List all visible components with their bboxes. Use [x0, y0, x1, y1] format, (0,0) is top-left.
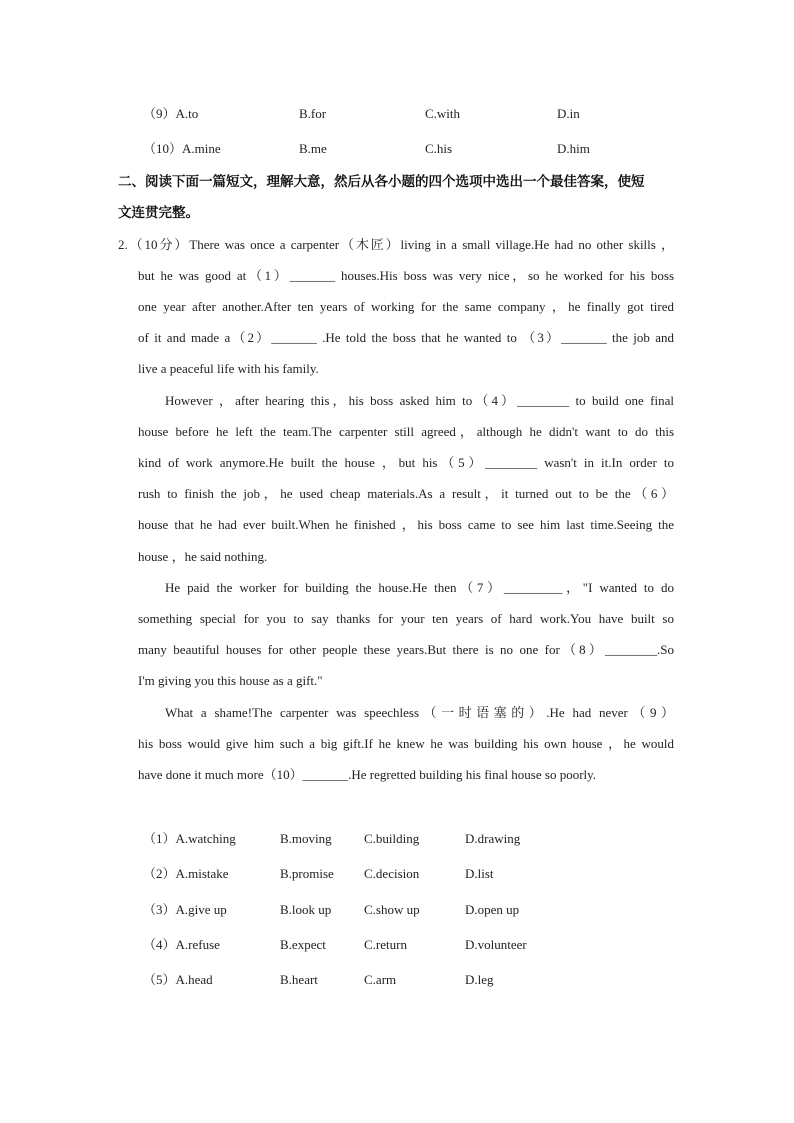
prev-option-row-10 [0, 139, 794, 159]
option-row-1 [0, 829, 794, 849]
option-a: （3）A.give up [143, 902, 227, 917]
passage-line: I'm giving you this house as a gift." [138, 673, 323, 688]
option-b: B.me [299, 141, 327, 156]
option-a: （4）A.refuse [143, 937, 220, 952]
section-heading-line-2: 文连贯完整。 [118, 205, 199, 221]
passage-line: house before he left the team.The carpenter still agreed，although he didn't want to do this [138, 424, 674, 439]
option-b: B.promise [280, 866, 334, 881]
option-d: D.in [557, 106, 580, 121]
option-a: （2）A.mistake [143, 866, 229, 881]
passage-line: rush to finish the job，he used cheap materials.As a result，it turned out to be the（6） [138, 486, 674, 501]
option-d: D.volunteer [465, 937, 527, 952]
option-c: C.decision [364, 866, 420, 881]
passage-line: have done it much more（10）_______.He regretted building his final house so poorly. [138, 767, 597, 782]
option-c: C.return [364, 937, 407, 952]
passage-line: but he was good at（1）_______ houses.His boss was very nice，so he worked for his boss [138, 268, 674, 283]
option-a: （1）A.watching [143, 831, 236, 846]
option-d: D.him [557, 141, 590, 156]
option-row-3 [0, 900, 794, 920]
option-c: C.arm [364, 972, 397, 987]
option-d: D.list [465, 866, 494, 881]
passage-line: house ，he said nothing. [138, 549, 268, 564]
option-row-2 [0, 864, 794, 884]
passage-line: kind of work anymore.He built the house ，but his（5）________ wasn't in it.In order to [138, 455, 674, 470]
passage-line: of it and made a（2）_______ .He told the boss that he wanted to （3）_______ the job and [138, 330, 674, 345]
passage-line: his boss would give him such a big gift.If he knew he was building his own house ，he would [138, 736, 674, 751]
passage-line: However ，after hearing this，his boss asked him to（4）________ to build one final [165, 393, 674, 408]
option-c: C.building [364, 831, 420, 846]
passage-line: many beautiful houses for other people these years.But there is no one for（8）________.So [138, 642, 674, 657]
passage-line: 2.（10分）There was once a carpenter（木匠）living in a small village.He had no other skills ， [118, 237, 674, 252]
option-d: D.leg [465, 972, 494, 987]
option-d: D.open up [465, 902, 520, 917]
prev-option-row-9 [0, 104, 794, 124]
option-a: （5）A.head [143, 972, 213, 987]
passage-line: What a shame!The carpenter was speechless（一时语塞的）.He had never（9） [165, 705, 674, 720]
option-a: （10）A.mine [143, 141, 221, 156]
option-b: B.moving [280, 831, 332, 846]
passage-line: house that he had ever built.When he finished ，his boss came to see him last time.Seeing the [138, 517, 674, 532]
option-b: B.heart [280, 972, 318, 987]
option-row-4 [0, 935, 794, 955]
option-row-5 [0, 970, 794, 990]
passage-line: live a peaceful life with his family. [138, 361, 319, 376]
passage-line: something special for you to say thanks for your ten years of hard work.You have built so [138, 611, 674, 626]
option-c: C.his [425, 141, 453, 156]
option-c: C.show up [364, 902, 420, 917]
passage-line: He paid the worker for building the house.He then（7）_________，"I wanted to do [165, 580, 674, 595]
option-d: D.drawing [465, 831, 521, 846]
option-b: B.look up [280, 902, 332, 917]
passage-line: one year after another.After ten years of working for the same company ，he finally got tired [138, 299, 674, 314]
option-b: B.for [299, 106, 327, 121]
section-heading-line-1: 二、阅读下面一篇短文，理解大意，然后从各小题的四个选项中选出一个最佳答案，使短 [118, 174, 645, 190]
option-a: （9）A.to [143, 106, 199, 121]
option-c: C.with [425, 106, 461, 121]
option-b: B.expect [280, 937, 326, 952]
